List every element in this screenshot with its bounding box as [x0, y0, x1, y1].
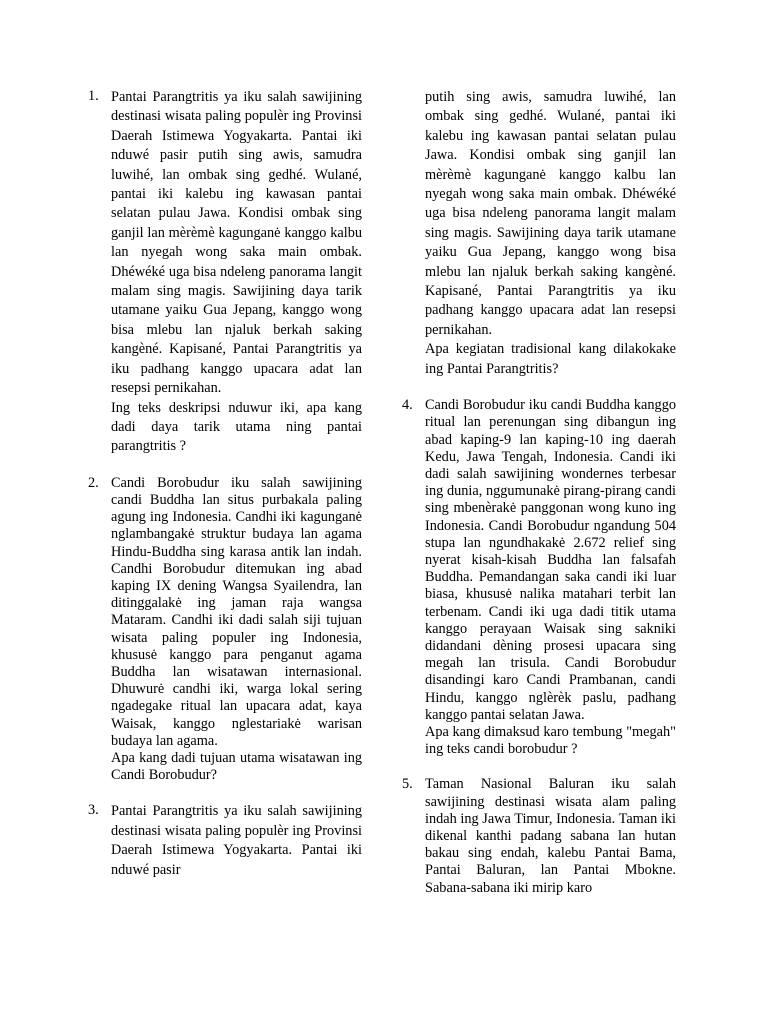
- item-question: Apa kegiatan tradisional kang dilakokake ing Pantai Parangtritis?: [425, 341, 676, 377]
- item-text-part-2: putih sing awis, samudra luwihé, lan ombak sing gedhé. Wulané, pantai iki kalebu ing kawasan pantai selatan pulau Jawa. Kondisi ombak sing ganjil lan mèrèmè kagunganė kanggo kalbu lan nyegah wong saka main ombak. Dhéwéké uga bisa ndeleng panorama langit malam sing magis. Sawijining daya tarik utamane yaiku Gua Jepang, kanggo wong bisa mlebu lan njaluk berkah saking kangèné. Kapisané, Pantai Parangtritis ya iku padhang kanggo upacara adat lan resepsi pernikahan.: [425, 89, 676, 338]
- item-number: 4.: [402, 397, 413, 414]
- item-question: Apa kang dadi tujuan utama wisatawan ing Candi Borobudur?: [111, 749, 362, 784]
- item-question: Apa kang dimaksud karo tembung "megah" ing teks candi borobudur ?: [425, 723, 676, 758]
- item-number: 1.: [88, 88, 99, 104]
- item-number: 3.: [88, 802, 99, 819]
- item-question: Ing teks deskripsi nduwur iki, apa kang dadi daya tarik utama ning pantai parangtritis ?: [111, 399, 362, 455]
- item-text: Candi Borobudur iku candi Buddha kanggo ritual lan perenungan sing dibangun ing abad kaping-9 lan kaping-10 ing daerah Kedu, Jawa Tengah, Indonesia. Candi iki dadi salah sawijining wondernes terbesar ing dunia, nggumunakė pirang-pirang candi sing mbenèrakė panggonan wong kuno ing Indonesia. Candi Borobudur ngandung 504 stupa lan ngundhakakė 2.672 relief sing nyerat kisah-kisah Buddha lan falsafah Buddha. Pemandangan saka candi iki luar biasa, khususė nalika matahari terbit lan terbenam. Candi iki uga dadi titik utama kanggo perayaan Waisak sing sakniki didandani dèning prosesi upacara sing megah lan trisula. Candi Borobudur disandingi karo Candi Prambanan, candi Hindu, kanggo nglèrèk paslu, padhang kanggo pantai selatan Jawa.: [425, 397, 676, 723]
- list-item-2: [78, 475, 362, 785]
- right-column: [392, 88, 676, 897]
- item-text: Candi Borobudur iku salah sawijining candi Buddha lan situs purbakala paling agung ing Indonesia. Candhi iki kagunganė nglambangakė struktur budaya lan agama Hindu-Buddha sing karasa antik lan indah. Candhi Borobudur ditemukan ing abad kaping IX dening Wangsa Syailendra, lan ditinggalakė ing jaman raja wangsa Mataram. Candhi iki dadi salah siji tujuan wisata paling populer ing Indonesia, khususė kanggo para penganut agama Buddha lan wisatawan internasional. Dhuwurė candhi iki, warga lokal sering ngadegake ritual lan upacara adat, kaya Waisak, kanggo nglestariakė warisan budaya lan agama.: [111, 474, 362, 749]
- list-item-1: [78, 88, 362, 457]
- item-number: 2.: [88, 474, 99, 491]
- item-text: Taman Nasional Baluran iku salah sawijining destinasi wisata alam paling indah ing Jawa Timur, Indonesia. Taman iki dikenal kanthi padang sabana lan hutan bakau sing endah, kalebu Pantai Bama, Pantai Baluran, lan Pantai Mbokne. Sabana-sabana iki mirip karo: [425, 776, 676, 896]
- list-item-3-continued: [392, 88, 676, 379]
- list-item-3: [78, 802, 362, 880]
- item-number: 5.: [402, 776, 413, 793]
- list-item-4: [392, 397, 676, 758]
- list-item-5: [392, 776, 676, 896]
- item-text: Pantai Parangtritis ya iku salah sawijining destinasi wisata paling populèr ing Provinsi Daerah Istimewa Yogyakarta. Pantai iki nduwé pasir putih sing awis, samudra luwihé, lan ombak sing gedhé. Wulané, pantai iki kalebu ing kawasan pantai selatan pulau Jawa. Kondisi ombak sing ganjil lan mèrèmè kagunganė kanggo kalbu lan nyegah wong saka main ombak. Dhéwéké uga bisa ndeleng panorama langit malam sing magis. Sawijining daya tarik utamane yaiku Gua Jepang, kanggo wong bisa mlebu lan njaluk berkah saking kangèné. Kapisané, Pantai Parangtritis ya iku padhang kanggo upacara adat lan resepsi pernikahan.: [111, 89, 362, 397]
- left-column: [78, 88, 362, 880]
- item-text-part-1: Pantai Parangtritis ya iku salah sawijining destinasi wisata paling populèr ing Provinsi Daerah Istimewa Yogyakarta. Pantai iki nduwé pasir: [111, 803, 362, 878]
